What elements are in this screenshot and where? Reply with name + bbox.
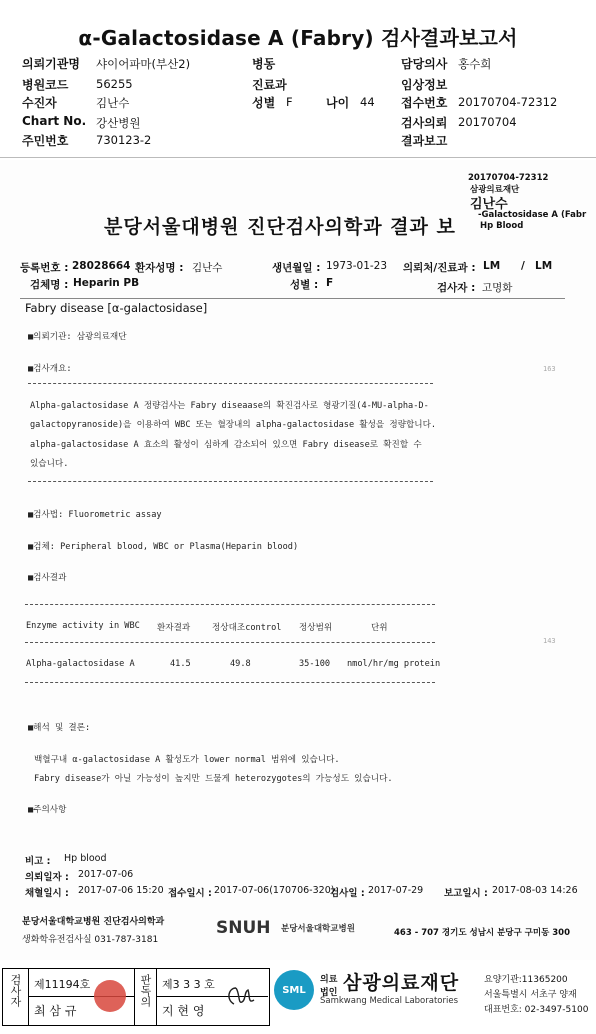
age-value: 44 [360, 95, 375, 109]
interpretation-heading: ■해석 및 결론: [28, 723, 91, 733]
result-report-label: 결과보고 [401, 134, 448, 148]
req-date-label: 의뢰일자 : [25, 872, 69, 883]
table-header-range: 정상범위 [299, 623, 333, 633]
note-label: 비고 : [25, 856, 51, 867]
req-date: 2017-07-06 [78, 869, 134, 880]
receipt-value: 2017-07-06(170706-320) [214, 885, 335, 896]
result-heading: ■검사결과 [28, 573, 67, 583]
scan-sex-label: 성별 : [290, 279, 319, 291]
patient-name: 김난수 [192, 262, 223, 274]
divider [156, 968, 157, 1026]
chart-no-value: 강산병원 [96, 116, 141, 130]
license-2: 제3 3 3 호 [162, 978, 215, 991]
clinical-info-label: 임상정보 [401, 78, 448, 92]
license-1: 제11194호 [34, 978, 91, 991]
overview-line-2: galactopyranoside)을 이용하여 WBC 또는 혈장내의 alpha-galactosidase 활성을 정량합니다. [30, 420, 437, 430]
overview-line-1: Alpha-galactosidase A 정량검사는 Fabry diseaase의 확진검사로 형광기질(4-MU-alpha-D- [30, 401, 429, 411]
header-divider [0, 157, 596, 158]
dashed-rule [25, 682, 435, 683]
divider [134, 968, 135, 1026]
reader-vertical-label: 판독의 [139, 974, 152, 1007]
department-label: 진료과 [252, 78, 287, 92]
hospital-code-value: 56255 [96, 77, 133, 91]
margin-mark-1: 163 [543, 365, 556, 373]
interpretation-line-1: 백혈구내 α-galactosidase A 활성도가 lower normal 범위에 있습니다. [34, 755, 340, 765]
sex-value: F [286, 95, 293, 109]
table-header-patient: 환자결과 [157, 623, 191, 633]
org-prefix-1: 의료 [320, 975, 338, 985]
table-cell-patient: 41.5 [170, 659, 191, 669]
receipt-label: 접수일시 : [168, 888, 212, 899]
specimen-line: ■검체: Peripheral blood, WBC or Plasma(Heparin blood) [28, 542, 299, 552]
patient-value: 김난수 [96, 96, 130, 110]
request-date-label: 검사의뢰 [401, 116, 448, 130]
overview-heading: ■검사개요: [28, 364, 72, 374]
institution-code: 요양기관:11365200 [484, 975, 568, 985]
ward-label: 병동 [252, 57, 276, 71]
snuh-logo: SNUH [216, 918, 271, 938]
hospital-label: 의뢰기관명 [22, 57, 80, 71]
org-address: 서울특별시 서초구 양재 [484, 990, 577, 1000]
report-title: α-Galactosidase A (Fabry) 검사결과보고서 [78, 26, 518, 50]
caution-heading: ■주의사항 [28, 805, 67, 815]
dept-value: LM [483, 260, 501, 272]
dashed-rule [28, 383, 433, 384]
label-org: 삼광의료재단 [470, 185, 520, 195]
test-date-label: 검사일 : [330, 888, 365, 899]
dashed-rule [28, 481, 433, 482]
sex-label: 성별 [252, 96, 276, 110]
label-specimen: Hp Blood [480, 221, 524, 231]
hospital-report-title: 분당서울대병원 진단검사의학과 결과 보 [104, 216, 456, 238]
table-cell-enzyme: Alpha-galactosidase A [26, 659, 135, 669]
report-date: 2017-08-03 14:26 [492, 885, 578, 896]
specimen-value: Heparin PB [73, 277, 140, 289]
dept-separator: / [521, 260, 525, 272]
request-date-value: 20170704 [458, 115, 517, 129]
examiner-vertical-label: 검사자 [9, 974, 22, 1007]
dept-label: 의뢰처/진료과 : [403, 262, 476, 274]
lab-phone: 생화학유전검사실 031-787-3181 [22, 935, 159, 945]
test-title: Fabry disease [α-galactosidase] [25, 301, 208, 315]
org-name: 삼광의료재단 [343, 972, 460, 994]
sml-logo-icon: SML [274, 970, 314, 1010]
org-english: Samkwang Medical Laboratories [320, 996, 459, 1006]
table-header-control: 정상대조control [212, 623, 282, 633]
doctor-value: 홍수희 [458, 57, 492, 71]
resident-no-value: 730123-2 [96, 133, 152, 147]
patient-label: 수진자 [22, 96, 57, 110]
table-cell-range: 35-100 [299, 659, 331, 669]
handwritten-signature-icon [224, 982, 258, 1010]
dashed-rule [25, 604, 435, 605]
interpretation-line-2: Fabry disease가 아닐 가능성이 높지만 드물게 heterozygotes의 가능성도 있습니다. [34, 774, 393, 784]
margin-mark-2: 143 [543, 637, 556, 645]
label-test: -Galactosidase A (Fabr [478, 210, 587, 220]
scan-divider [20, 298, 565, 299]
reg-no-label: 등록번호 : [20, 262, 69, 274]
examiner-signature-name: 최 삼 규 [34, 1004, 77, 1018]
hospital-value: 샤이어파마(부산2) [96, 57, 191, 71]
report-date-label: 보고일시 : [444, 888, 488, 899]
table-header-enzyme: Enzyme activity in WBC [26, 621, 140, 631]
referral-line: ■의뢰기관: 삼광의료재단 [28, 332, 127, 342]
dept-name: 분당서울대학교병원 진단검사의학과 [22, 917, 165, 927]
chart-no-label: Chart No. [22, 114, 87, 128]
hospital-address: 463 - 707 경기도 성남시 분당구 구미동 300 [394, 928, 571, 938]
scan-sex-value: F [326, 277, 334, 289]
table-cell-unit: nmol/hr/mg protein [347, 659, 441, 669]
reader-signature-name: 지 현 영 [162, 1004, 205, 1018]
doctor-label: 담당의사 [401, 57, 448, 71]
receipt-no-label: 접수번호 [401, 96, 448, 110]
test-date: 2017-07-29 [368, 885, 424, 896]
receipt-no-value: 20170704-72312 [458, 95, 558, 109]
hospital-code-label: 병원코드 [22, 78, 69, 92]
table-header-unit: 단위 [371, 623, 388, 633]
collect-label: 채혈일시 : [25, 888, 69, 899]
table-cell-control: 49.8 [230, 659, 251, 669]
org-prefix-2: 법인 [320, 988, 338, 998]
examiner-value: 고명화 [482, 282, 513, 294]
patient-name-label: 환자성명 : [135, 262, 184, 274]
dob: 1973-01-23 [326, 260, 388, 272]
snuh-name: 분당서울대학교병원 [281, 924, 355, 934]
overview-line-4: 있습니다. [30, 459, 69, 469]
reg-no: 28028664 [72, 260, 131, 272]
dept-value-2: LM [535, 260, 553, 272]
org-phone: 대표번호: 02-3497-5100 [484, 1005, 589, 1015]
seal-icon [94, 980, 126, 1012]
examiner-label: 검사자 : [437, 282, 476, 294]
overview-line-3: alpha-galactosidase A 효소의 활성이 심하게 감소되어 있으면 Fabry disease로 확진할 수 [30, 440, 422, 450]
dashed-rule [25, 642, 435, 643]
collect-value: 2017-07-06 15:20 [78, 885, 164, 896]
label-name: 김난수 [470, 197, 508, 212]
specimen-label: 검체명 : [30, 279, 69, 291]
label-number: 20170704-72312 [468, 173, 549, 183]
age-label: 나이 [326, 96, 350, 110]
note-value: Hp blood [64, 853, 107, 864]
resident-no-label: 주민번호 [22, 134, 69, 148]
method-line: ■검사법: Fluorometric assay [28, 510, 162, 520]
dob-label: 생년월일 : [272, 262, 321, 274]
divider [28, 968, 29, 1026]
